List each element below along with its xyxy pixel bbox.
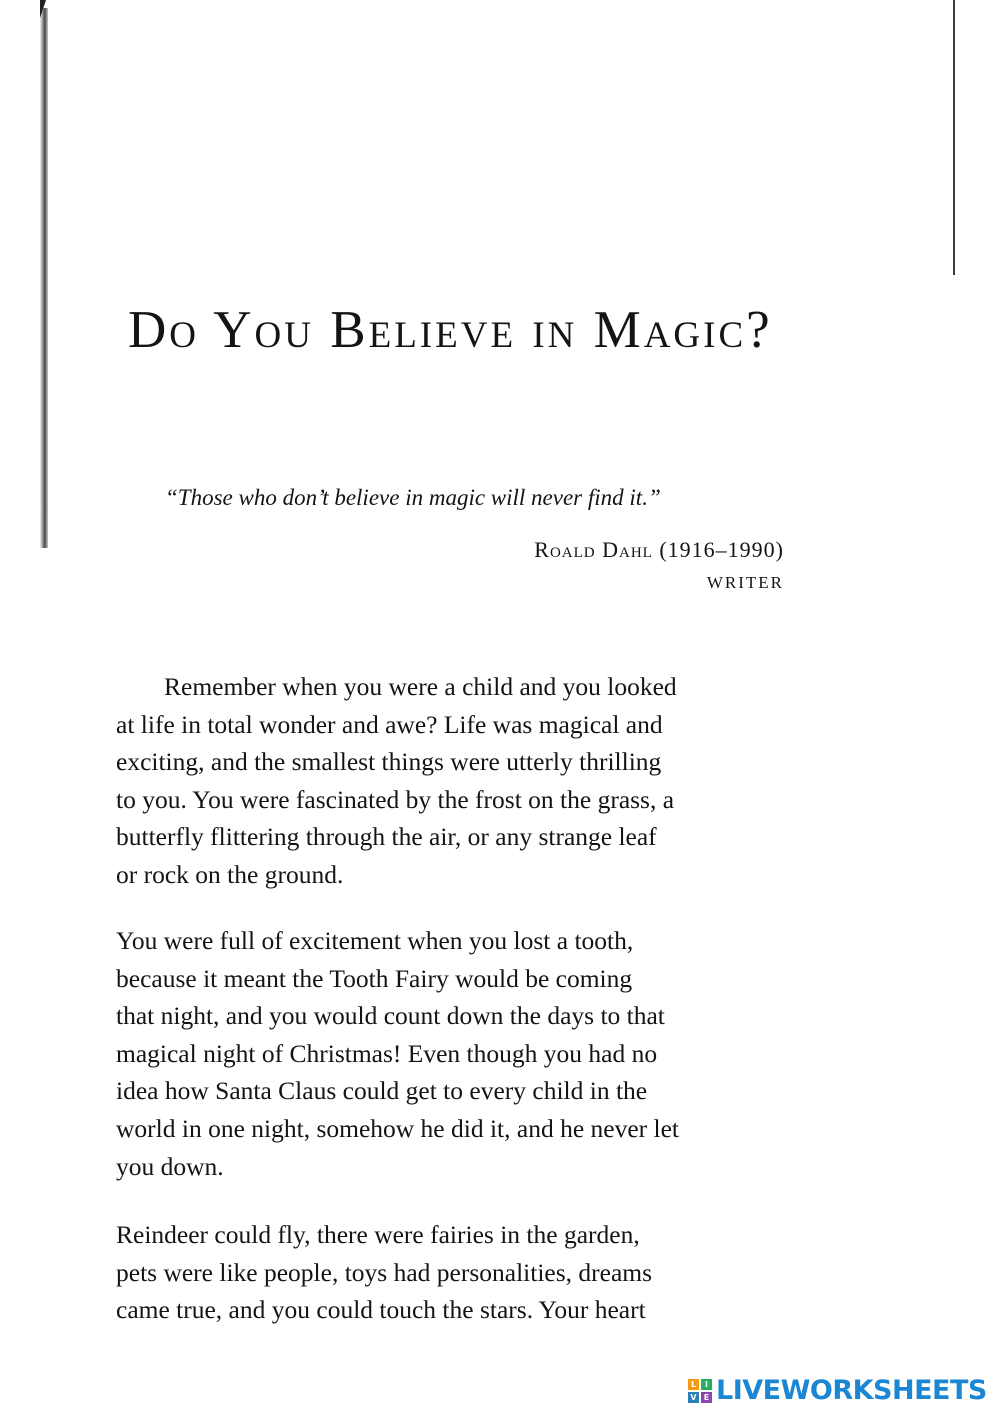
page-edge-shadow bbox=[40, 8, 48, 548]
paragraph-line: pets were like people, toys had personalities, dreams bbox=[116, 1257, 653, 1287]
epigraph-role: WRITER bbox=[706, 573, 784, 592]
paragraph-line: exciting, and the smallest things were utterly thrilling bbox=[116, 747, 662, 777]
logo-letter-e: E bbox=[701, 1392, 712, 1403]
logo-letter-l: L bbox=[688, 1379, 699, 1390]
paragraph-line: You were full of excitement when you lost a tooth, bbox=[116, 926, 634, 955]
page-edge-line bbox=[953, 0, 955, 275]
paragraph-line: came true, and you could touch the stars. Your heart bbox=[116, 1295, 646, 1325]
liveworksheets-logo-icon bbox=[688, 1379, 712, 1403]
epigraph-quote: “Those who don’t believe in magic will never find it.” bbox=[165, 485, 661, 510]
paragraph-line: world in one night, somehow he did it, and he never let bbox=[116, 1113, 680, 1143]
logo-letter-v: V bbox=[688, 1392, 699, 1403]
chapter-title: Do You Believe in Magic? bbox=[128, 301, 773, 359]
body-paragraph bbox=[116, 922, 826, 1185]
paragraph-line: at life in total wonder and awe? Life was magical and bbox=[116, 709, 663, 739]
paragraph-line: because it meant the Tooth Fairy would be coming bbox=[116, 963, 633, 993]
paragraph-line: butterfly flittering through the air, or any strange leaf bbox=[116, 822, 657, 852]
paragraph-line: magical night of Christmas! Even though you had no bbox=[116, 1038, 658, 1068]
liveworksheets-watermark bbox=[688, 1373, 993, 1409]
logo-letter-i: I bbox=[701, 1379, 712, 1390]
body-paragraph bbox=[116, 1216, 826, 1329]
paragraph-line: Remember when you were a child and you looked bbox=[164, 672, 677, 701]
page-edge-notch bbox=[40, 0, 52, 18]
paragraph-line: that night, and you would count down the days to that bbox=[116, 1001, 665, 1031]
paragraph-line: you down. bbox=[116, 1151, 224, 1181]
paragraph-line: Reindeer could fly, there were fairies in the garden, bbox=[116, 1220, 640, 1249]
body-paragraph bbox=[116, 668, 826, 894]
paragraph-line: or rock on the ground. bbox=[116, 859, 344, 889]
watermark-text: LIVEWORKSHEETS bbox=[716, 1375, 987, 1406]
epigraph-author: Roald Dahl (1916–1990) bbox=[534, 537, 784, 562]
paragraph-line: idea how Santa Claus could get to every child in the bbox=[116, 1076, 648, 1106]
paragraph-line: to you. You were fascinated by the frost on the grass, a bbox=[116, 784, 675, 814]
